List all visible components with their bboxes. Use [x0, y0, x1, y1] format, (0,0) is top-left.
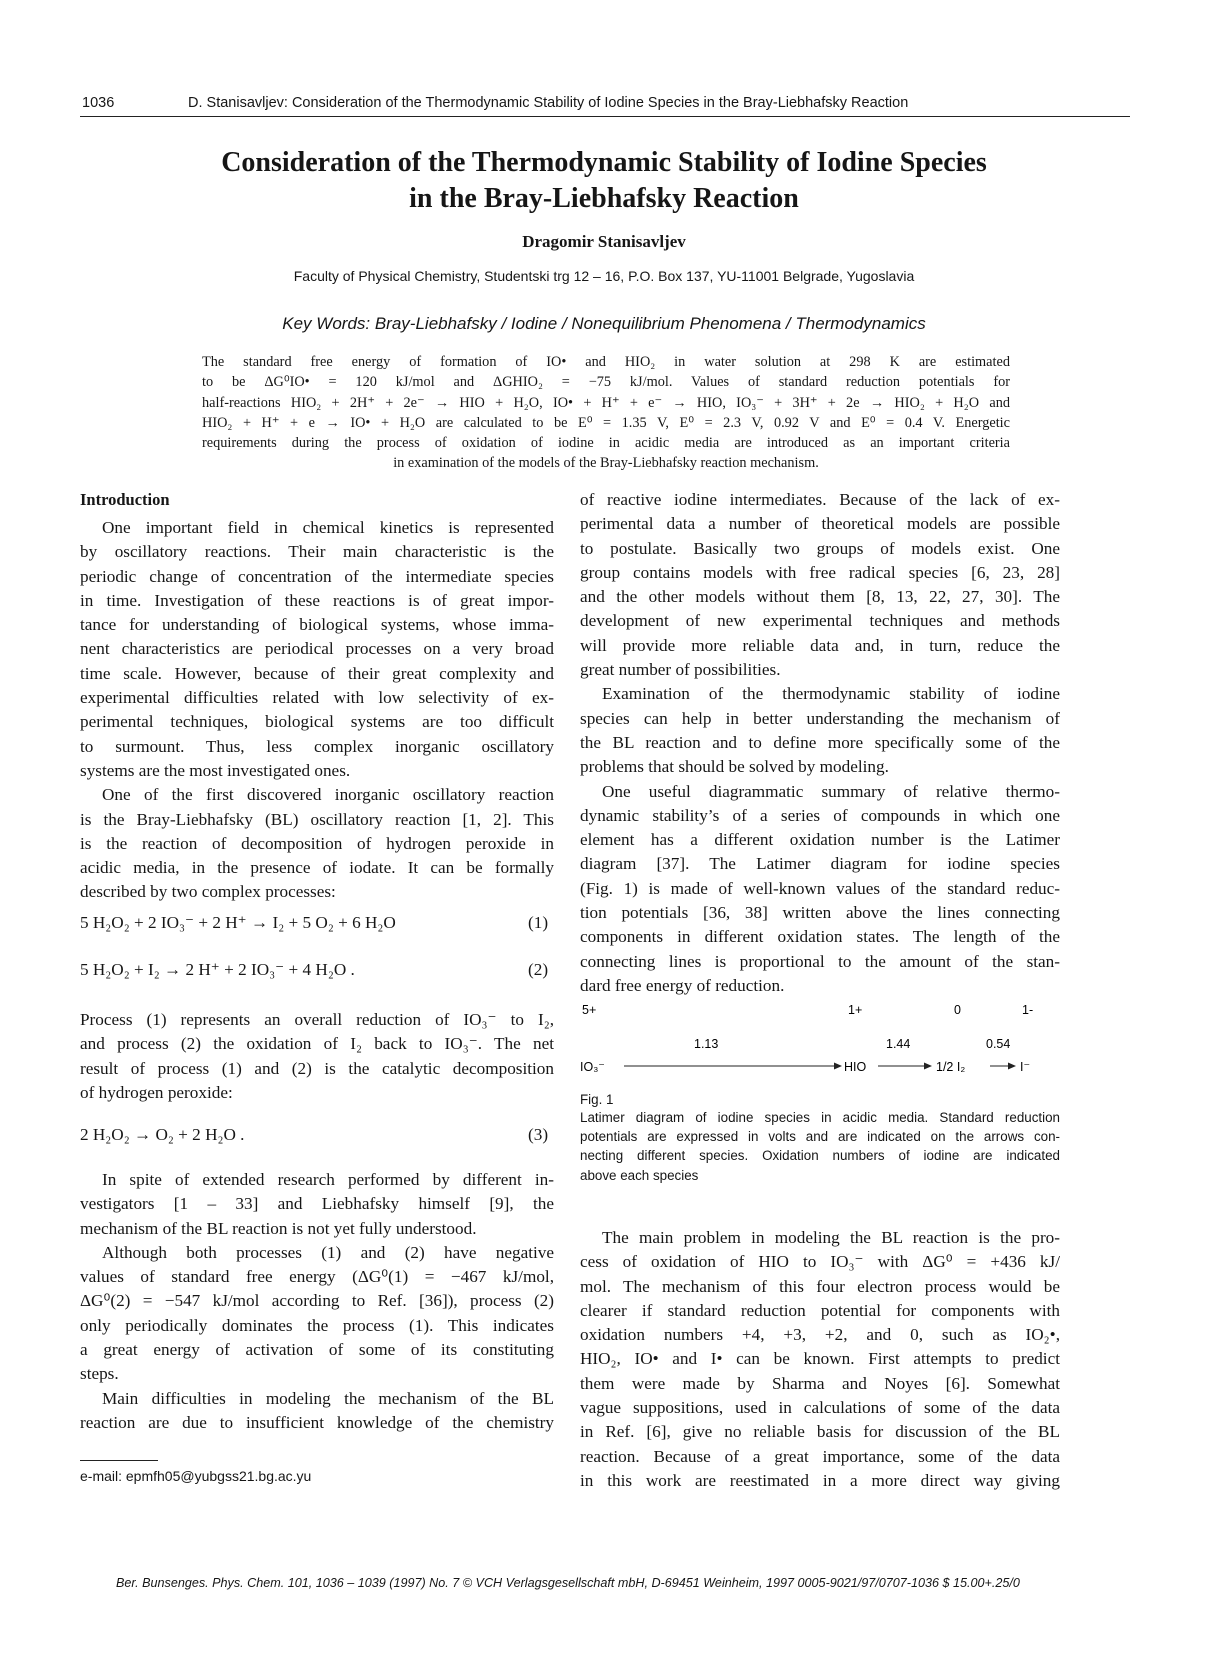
species-label: IO₃⁻: [580, 1060, 605, 1074]
text-line: values of standard free energy (ΔG⁰(1) = −467 kJ/mol,: [80, 1267, 554, 1287]
caption-line: Latimer diagram of iodine species in acidic media. Standard reduction: [580, 1110, 1060, 1125]
paragraph: [580, 488, 1060, 998]
equation-number: (2): [528, 960, 549, 979]
text-line: acidic media, in the presence of iodate. It can be formally: [80, 858, 554, 878]
section-heading-introduction: Introduction: [80, 490, 170, 509]
text-line: perimental techniques, biological systems are too difficult: [80, 712, 554, 732]
text-line: in Ref. [6], give no reliable basis for discussion of the BL: [580, 1422, 1060, 1442]
text-line: HIO₂, IO• and I• can be known. First attempts to predict: [580, 1349, 1060, 1369]
text-line: of reactive iodine intermediates. Because of the lack of ex-: [580, 490, 1060, 509]
text-line: and process (2) the oxidation of I₂ back to IO₃⁻. The net: [80, 1034, 554, 1054]
potential-label: 1.13: [694, 1037, 719, 1051]
text-line: to postulate. Basically two groups of models exist. One: [580, 538, 1060, 558]
text-line: problems that should be solved by modeling.: [580, 757, 889, 777]
text-line: group contains models with free radical species [6, 23, 28]: [580, 562, 1060, 582]
latimer-diagram: [578, 998, 1058, 1086]
text-line: connecting lines is proportional to the amount of the stan-: [580, 951, 1060, 971]
text-line: steps.: [80, 1364, 119, 1384]
abstract-line: in examination of the models of the Bray-Liebhafsky reaction mechanism.: [393, 455, 819, 472]
text-line: In spite of extended research performed by different in-: [102, 1170, 554, 1189]
text-line: a great energy of activation of some of its constituting: [80, 1340, 554, 1360]
text-line: One of the first discovered inorganic oscillatory reaction: [102, 785, 554, 805]
text-line: Main difficulties in modeling the mechanism of the BL: [102, 1388, 554, 1408]
keywords: Key Words: Bray-Liebhafsky / Iodine / Nonequilibrium Phenomena / Thermodynamics: [282, 314, 926, 333]
text-line: cess of oxidation of HIO to IO₃⁻ with ΔG⁰ = +436 kJ/: [580, 1252, 1060, 1272]
text-line: mechanism of the BL reaction is not yet fully understood.: [80, 1218, 477, 1238]
text-line: Although both processes (1) and (2) have negative: [102, 1242, 554, 1262]
title-line-2: in the Bray-Liebhafsky Reaction: [409, 183, 799, 214]
author-name: Dragomir Stanisavljev: [522, 232, 686, 251]
text-line: in this work are reestimated in a more direct way giving: [580, 1470, 1060, 1490]
running-header: [80, 92, 1130, 117]
oxidation-number-label: 5+: [582, 1003, 597, 1017]
text-line: oxidation numbers +4, +3, +2, and 0, such as IO₂•,: [580, 1325, 1060, 1345]
text-line: tion potentials [36, 38] written above the lines connecting: [580, 903, 1060, 923]
text-line: by oscillatory reactions. Their main characteristic is the: [80, 542, 554, 562]
paragraph: [80, 1168, 554, 1435]
potential-label: 0.54: [986, 1037, 1011, 1051]
equation-number: (3): [528, 1125, 549, 1144]
abstract-line: half-reactions HIO₂ + 2H⁺ + 2e⁻ → HIO + H₂O, IO• + H⁺ + e⁻ → HIO, IO₃⁻ + 3H⁺ + 2e → HIO₂ + H₂O and: [202, 394, 1010, 411]
text-line: tance for understanding of biological systems, whose imma-: [80, 615, 554, 635]
text-line: in time. Investigation of these reactions is of great impor-: [80, 590, 554, 610]
text-line: will provide more reliable data and, in turn, reduce the: [580, 635, 1060, 655]
text-line: vestigators [1 – 33] and Liebhafsky himself [9], the: [80, 1194, 554, 1214]
equation-1: 5 H₂O₂ + 2 IO₃⁻ + 2 H⁺ → I₂ + 5 O₂ + 6 H₂O: [80, 913, 396, 932]
arrow-head-icon: [924, 1063, 932, 1070]
paragraph: [80, 516, 554, 905]
text-line: vague suppositions, used in calculations of some of the data: [580, 1398, 1060, 1418]
caption-line: above each species: [580, 1167, 699, 1183]
abstract-line: to be ΔG⁰IO• = 120 kJ/mol and ΔGHIO₂ = −75 kJ/mol. Values of standard reduction potentials for: [202, 374, 1010, 391]
text-line: experimental difficulties related with low selectivity of ex-: [80, 688, 554, 708]
page-number: 1036: [82, 95, 115, 111]
text-line: (Fig. 1) is made of well-known values of the standard reduc-: [580, 878, 1060, 898]
potential-label: 1.44: [886, 1037, 911, 1051]
caption-line: potentials are expressed in volts and are indicated on the arrows con-: [580, 1129, 1060, 1145]
text-line: One important field in chemical kinetics is represented: [102, 518, 554, 537]
abstract-line: HIO₂ + H⁺ + e → IO• + H₂O are calculated to be E⁰ = 1.35 V, E⁰ = 2.3 V, 0.92 V and E⁰ = 0.4 V. Energetic: [202, 414, 1010, 431]
text-line: dard free energy of reduction.: [580, 975, 785, 995]
species-label: 1/2 I₂: [936, 1060, 966, 1074]
title-line-1: Consideration of the Thermodynamic Stability of Iodine Species: [221, 147, 987, 178]
text-line: clearer if standard reduction potential for components with: [580, 1300, 1060, 1320]
text-line: them were made by Sharma and Noyes [6]. Somewhat: [580, 1373, 1060, 1393]
abstract-line: requirements during the process of oxidation of iodine in acidic media are introduced as an important criteria: [202, 435, 1010, 452]
journal-footer: Ber. Bunsenges. Phys. Chem. 101, 1036 – 1039 (1997) No. 7 © VCH Verlagsgesellschaft mbH, D-69451 Weinheim, 1997 0005-9021/97/0707-1036 $ 15.00+.25/0: [116, 1576, 1020, 1590]
text-line: is the Bray-Liebhafsky (BL) oscillatory reaction [1, 2]. This: [80, 809, 554, 829]
abstract-line: The standard free energy of formation of IO• and HIO₂ in water solution at 298 K are estimated: [202, 354, 1010, 370]
arrow-head-icon: [1008, 1063, 1016, 1070]
text-line: described by two complex processes:: [80, 882, 336, 902]
text-line: time scale. However, because of their great complexity and: [80, 663, 554, 683]
text-line: result of process (1) and (2) is the catalytic decomposition: [80, 1058, 554, 1078]
oxidation-number-label: 0: [954, 1003, 961, 1017]
text-line: ΔG⁰(2) = −547 kJ/mol according to Ref. [36]), process (2): [80, 1291, 554, 1311]
abstract: [202, 352, 1010, 474]
text-line: components in different oxidation states. The length of the: [580, 927, 1060, 947]
text-line: One useful diagrammatic summary of relative thermo-: [602, 781, 1060, 801]
text-line: great number of possibilities.: [580, 660, 781, 680]
text-line: species can help in better understanding the mechanism of: [580, 708, 1060, 728]
text-line: the BL reaction and to define more specifically some of the: [580, 732, 1060, 752]
text-line: nent characteristics are periodical processes on a very broad: [80, 639, 554, 659]
figure-label: Fig. 1: [580, 1092, 614, 1107]
equation-2: 5 H₂O₂ + I₂ → 2 H⁺ + 2 IO₃⁻ + 4 H₂O .: [80, 960, 355, 979]
text-line: reaction are due to insufficient knowledge of the chemistry: [80, 1412, 554, 1432]
text-line: mol. The mechanism of this four electron process would be: [580, 1276, 1060, 1296]
paragraph: [80, 1008, 554, 1105]
article-title: [120, 145, 1088, 217]
text-line: to surmount. Thus, less complex inorganic oscillatory: [80, 736, 554, 756]
arrow-head-icon: [834, 1063, 842, 1070]
text-line: The main problem in modeling the BL reaction is the pro-: [602, 1228, 1060, 1247]
oxidation-number-label: 1+: [848, 1003, 863, 1017]
text-line: only periodically dominates the process (1). This indicates: [80, 1315, 554, 1335]
text-line: Process (1) represents an overall reduction of IO₃⁻ to I₂,: [80, 1010, 554, 1029]
text-line: periodic change of concentration of the intermediate species: [80, 566, 554, 586]
text-line: and the other models without them [8, 13, 22, 27, 30]. The: [580, 587, 1060, 607]
text-line: Examination of the thermodynamic stability of iodine: [602, 684, 1060, 704]
text-line: diagram [37]. The Latimer diagram for iodine species: [580, 854, 1060, 874]
equation-3: 2 H₂O₂ → O₂ + 2 H₂O .: [80, 1125, 245, 1144]
text-line: development of new experimental techniques and methods: [580, 611, 1060, 631]
equation-number: (1): [528, 913, 549, 932]
text-line: perimental data a number of theoretical models are possible: [580, 514, 1060, 534]
figure-caption: [580, 1108, 1060, 1185]
species-label: I⁻: [1020, 1060, 1031, 1074]
text-line: is the reaction of decomposition of hydrogen peroxide in: [80, 833, 554, 853]
caption-line: necting different species. Oxidation numbers of iodine are indicated: [580, 1148, 1060, 1164]
text-line: element has a different oxidation number is the Latimer: [580, 830, 1060, 850]
species-label: HIO: [844, 1060, 867, 1074]
footnote-rule: [80, 1460, 158, 1461]
text-line: dynamic stability’s of a series of compounds in which one: [580, 805, 1060, 825]
text-line: of hydrogen peroxide:: [80, 1082, 233, 1102]
paragraph: [580, 1226, 1060, 1493]
running-title: D. Stanisavljev: Consideration of the Thermodynamic Stability of Iodine Species in the Bray-Liebhafsky Reaction: [188, 95, 909, 111]
text-line: systems are the most investigated ones.: [80, 760, 351, 780]
author-affiliation: Faculty of Physical Chemistry, Studentski trg 12 – 16, P.O. Box 137, YU-11001 Belgrade, Yugoslavia: [293, 268, 915, 284]
author-email[interactable]: e-mail: epmfh05@yubgss21.bg.ac.yu: [80, 1468, 312, 1484]
text-line: reaction. Because of a great importance, some of the data: [580, 1446, 1060, 1466]
oxidation-number-label: 1-: [1022, 1003, 1034, 1017]
